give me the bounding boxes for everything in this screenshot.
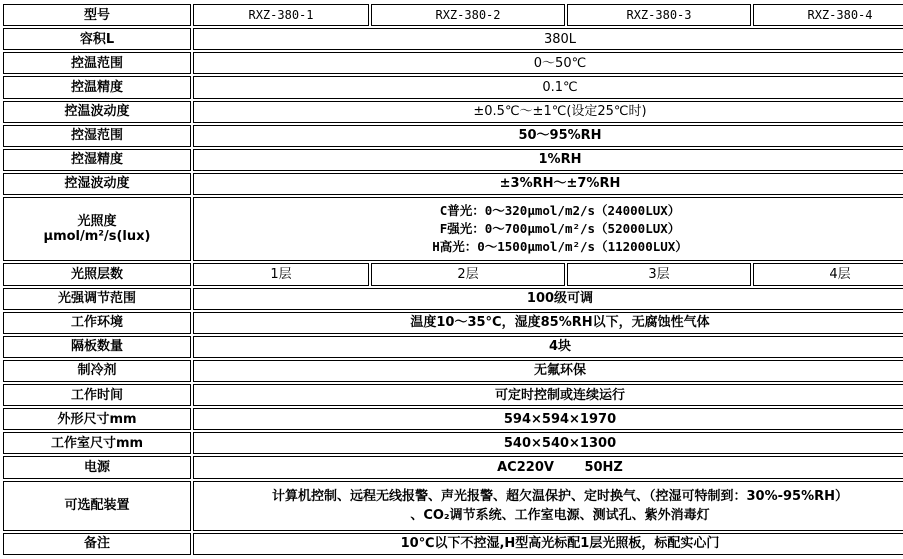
row-value-refrigerant: 无氟环保	[193, 360, 903, 382]
model-cell: RXZ-380-1	[193, 4, 369, 26]
row-volume	[3, 28, 903, 50]
layer-cell: 3层	[567, 263, 751, 285]
illuminance-line: C普光：0～320μmol/m2/s（24000LUX）	[439, 203, 681, 219]
row-label-environment: 工作环境	[3, 312, 191, 334]
row-label-shelves: 隔板数量	[3, 336, 191, 358]
row-humidity-range	[3, 125, 903, 147]
row-label-volume: 容积L	[3, 28, 191, 50]
model-cell: RXZ-380-4	[753, 4, 903, 26]
row-value-temp-accuracy: 0.1℃	[193, 76, 903, 98]
row-humidity-accuracy	[3, 149, 903, 171]
row-label-humidity-accuracy: 控湿精度	[3, 149, 191, 171]
row-value-illuminance	[193, 197, 903, 261]
illuminance-label: 光照度	[77, 214, 117, 230]
row-label-power: 电源	[3, 456, 191, 478]
illuminance-line: F强光：0～700μmol/m²/s（52000LUX）	[439, 221, 681, 237]
row-value-temp-fluctuation: ±0.5℃～±1℃(设定25℃时)	[193, 101, 903, 123]
row-model	[3, 4, 903, 26]
row-label-refrigerant: 制冷剂	[3, 360, 191, 382]
row-light-layers	[3, 263, 903, 285]
row-power	[3, 456, 903, 478]
row-remarks	[3, 533, 903, 555]
row-illuminance	[3, 197, 903, 261]
row-temp-fluctuation	[3, 101, 903, 123]
row-value-work-time: 可定时控制或连续运行	[193, 384, 903, 406]
model-cell: RXZ-380-3	[567, 4, 751, 26]
row-label-outer-size: 外形尺寸mm	[3, 408, 191, 430]
row-label-temp-accuracy: 控温精度	[3, 76, 191, 98]
row-value-humidity-fluctuation: ±3%RH～±7%RH	[193, 173, 903, 195]
layer-cell: 1层	[193, 263, 369, 285]
row-value-chamber-size: 540×540×1300	[193, 432, 903, 454]
row-value-options	[193, 481, 903, 531]
illuminance-line: H高光：0～1500μmol/m²/s（112000LUX）	[432, 239, 688, 255]
row-label-remarks: 备注	[3, 533, 191, 555]
layer-cell: 2层	[371, 263, 565, 285]
row-label-temp-fluctuation: 控温波动度	[3, 101, 191, 123]
row-value-environment: 温度10～35°C，湿度85%RH以下，无腐蚀性气体	[193, 312, 903, 334]
row-humidity-fluctuation	[3, 173, 903, 195]
row-label-light-adjust: 光强调节范围	[3, 288, 191, 310]
illuminance-unit-label: μmol/m²/s(lux)	[43, 229, 151, 245]
row-label-options: 可选配装置	[3, 481, 191, 531]
row-value-power: AC220V 50HZ	[193, 456, 903, 478]
row-options	[3, 481, 903, 531]
row-shelves	[3, 336, 903, 358]
row-label-chamber-size: 工作室尺寸mm	[3, 432, 191, 454]
row-chamber-size	[3, 432, 903, 454]
row-label-light-layers: 光照层数	[3, 263, 191, 285]
row-outer-size	[3, 408, 903, 430]
row-refrigerant	[3, 360, 903, 382]
row-label-temp-range: 控温范围	[3, 52, 191, 74]
row-value-humidity-range: 50～95%RH	[193, 125, 903, 147]
row-value-volume: 380L	[193, 28, 903, 50]
options-line: 计算机控制、远程无线报警、声光报警、超欠温保护、定时换气、（控湿可特制到：30%-95%RH）	[271, 488, 849, 504]
row-light-adjust	[3, 288, 903, 310]
row-value-humidity-accuracy: 1%RH	[193, 149, 903, 171]
row-work-time	[3, 384, 903, 406]
layer-cell: 4层	[753, 263, 903, 285]
options-line: 、CO₂调节系统、工作室电源、测试孔、紫外消毒灯	[410, 507, 710, 523]
row-label-illuminance	[3, 197, 191, 261]
row-label-work-time: 工作时间	[3, 384, 191, 406]
row-label-model: 型号	[3, 4, 191, 26]
spec-table	[1, 2, 903, 557]
row-label-humidity-fluctuation: 控湿波动度	[3, 173, 191, 195]
row-label-humidity-range: 控湿范围	[3, 125, 191, 147]
row-value-temp-range: 0～50℃	[193, 52, 903, 74]
row-value-shelves: 4块	[193, 336, 903, 358]
row-value-light-adjust: 100级可调	[193, 288, 903, 310]
row-value-outer-size: 594×594×1970	[193, 408, 903, 430]
row-temp-accuracy	[3, 76, 903, 98]
model-cell: RXZ-380-2	[371, 4, 565, 26]
row-value-remarks: 10℃以下不控湿,H型高光标配1层光照板，标配实心门	[193, 533, 903, 555]
row-environment	[3, 312, 903, 334]
row-temp-range	[3, 52, 903, 74]
